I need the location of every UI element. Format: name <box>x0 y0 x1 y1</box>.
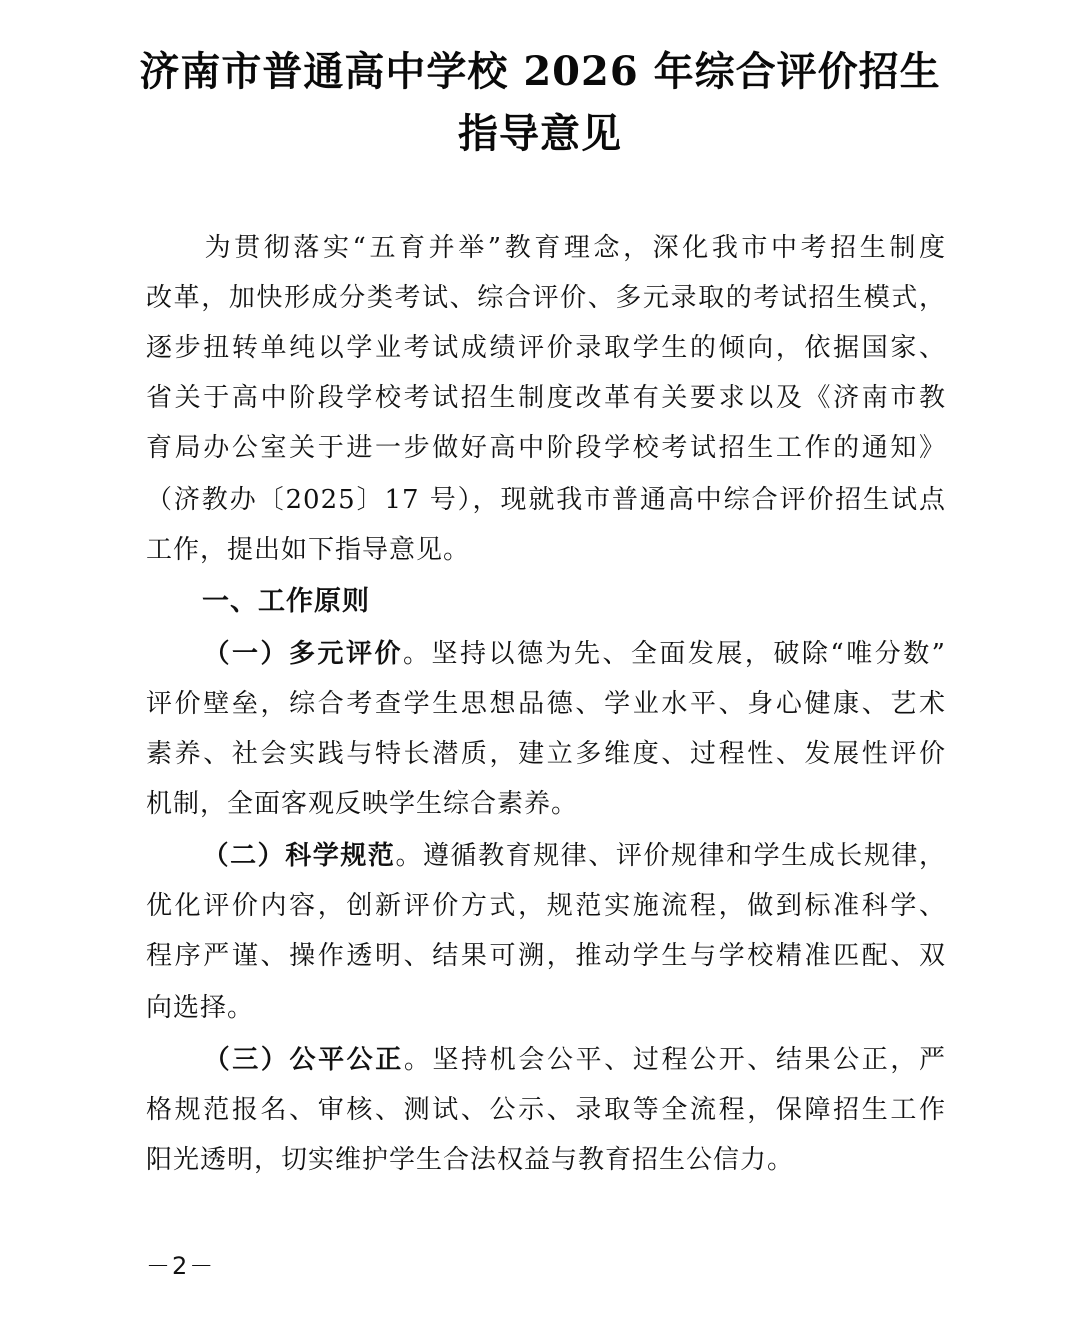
section-heading-principles: 一、工作原则 <box>202 586 370 617</box>
intro-line-7: 工作，提出如下指导意见。 <box>146 535 471 565</box>
principle-1-line-2: 评价壁垒，综合考查学生思想品德、学业水平、身心健康、艺术 <box>146 689 946 719</box>
document-title-line-1: 济南市普通高中学校 2026 年综合评价招生 <box>139 48 941 95</box>
page-number: －2－ <box>146 1252 216 1280</box>
principle-2-line-2: 优化评价内容，创新评价方式，规范实施流程，做到标准科学、 <box>146 891 946 921</box>
document-title-line-2: 指导意见 <box>458 110 622 157</box>
principle-2-line-4: 向选择。 <box>146 993 255 1023</box>
intro-line-3: 逐步扭转单纯以学业考试成绩评价录取学生的倾向，依据国家、 <box>146 333 946 363</box>
intro-line-5: 育局办公室关于进一步做好高中阶段学校考试招生工作的通知》 <box>146 433 946 463</box>
intro-line-1: 为贯彻落实“五育并举”教育理念，深化我市中考招生制度 <box>202 233 946 263</box>
principle-1-line-1: （一）多元评价。坚持以德为先、全面发展，破除“唯分数” <box>202 639 946 669</box>
principle-1-line-4: 机制，全面客观反映学生综合素养。 <box>146 789 579 819</box>
principle-3-line-3: 阳光透明，切实维护学生合法权益与教育招生公信力。 <box>146 1145 795 1175</box>
intro-line-4: 省关于高中阶段学校考试招生制度改革有关要求以及《济南市教 <box>146 383 946 413</box>
principle-1-line-3: 素养、社会实践与特长潜质，建立多维度、过程性、发展性评价 <box>146 739 946 769</box>
principle-2-label: （二）科学规范 <box>202 841 396 871</box>
principle-3-line-1: （三）公平公正。坚持机会公平、过程公开、结果公正，严 <box>202 1045 946 1075</box>
principle-2-line-3: 程序严谨、操作透明、结果可溯，推动学生与学校精准匹配、双 <box>146 941 946 971</box>
principle-2-line-1: （二）科学规范。遵循教育规律、评价规律和学生成长规律， <box>202 841 946 871</box>
principle-3-label: （三）公平公正 <box>202 1045 404 1075</box>
intro-line-2: 改革，加快形成分类考试、综合评价、多元录取的考试招生模式， <box>146 283 946 313</box>
intro-line-6: （济教办〔2025〕17 号），现就我市普通高中综合评价招生试点 <box>146 485 946 515</box>
principle-1-label: （一）多元评价 <box>202 639 403 669</box>
principle-3-line-2: 格规范报名、审核、测试、公示、录取等全流程，保障招生工作 <box>146 1095 946 1125</box>
